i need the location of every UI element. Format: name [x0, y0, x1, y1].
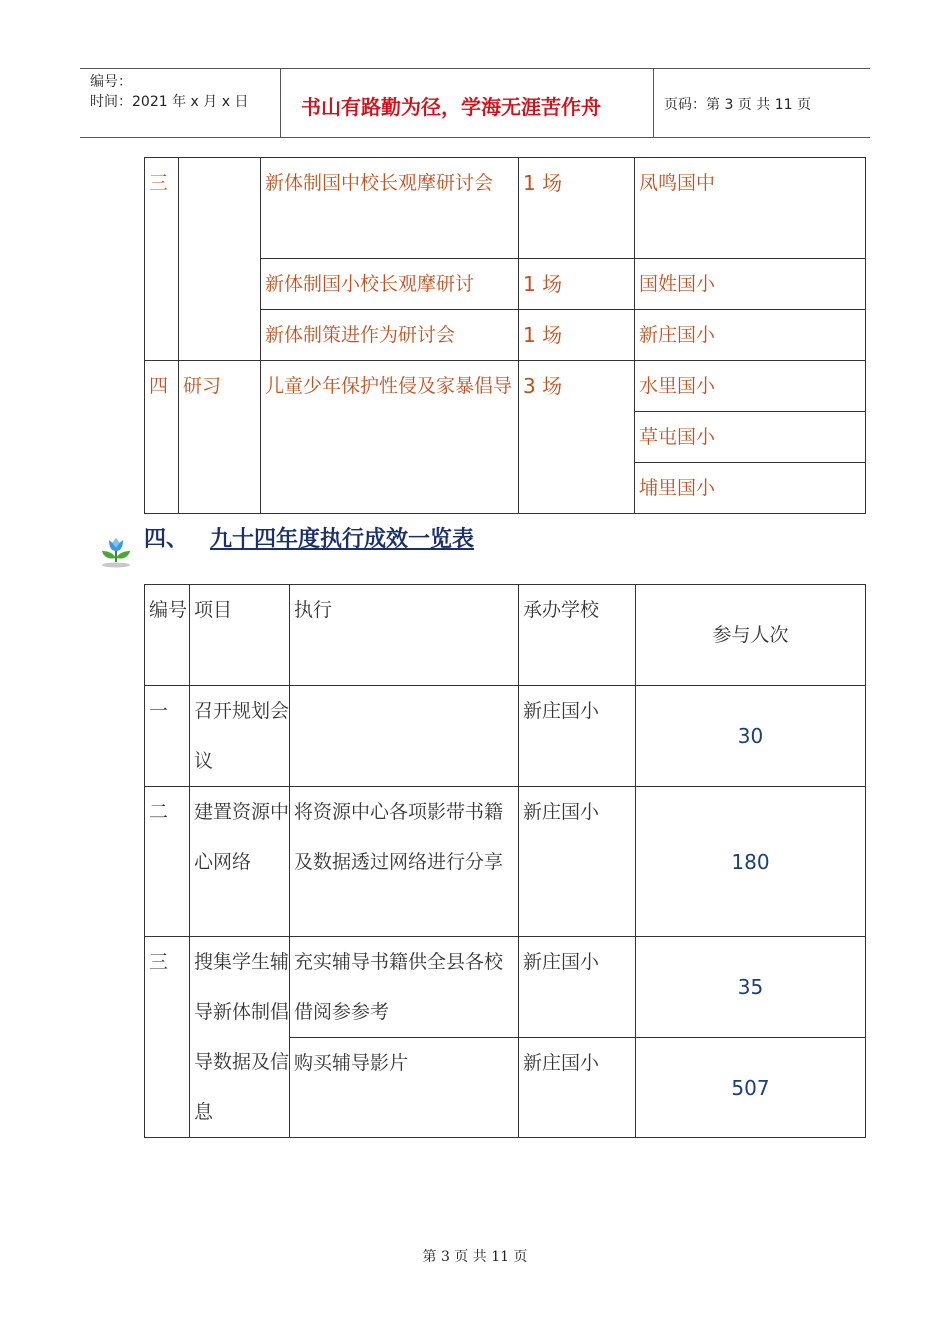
row-exec: [290, 686, 519, 787]
row-item: 新体制策进作为研讨会: [261, 310, 519, 361]
header-exec: 执行: [290, 585, 519, 686]
row-number: 四: [145, 361, 179, 514]
row-school: 国姓国小: [635, 259, 866, 310]
row-school: 新庄国小: [519, 1038, 636, 1138]
row-count: 180: [636, 787, 866, 937]
row-school: 埔里国小: [635, 463, 866, 514]
row-exec: 充实辅导书籍供全县各校借阅参参考: [290, 937, 519, 1038]
row-school: 新庄国小: [519, 686, 636, 787]
row-school: 凤鸣国中: [635, 158, 866, 259]
table-row: [145, 787, 866, 937]
header-project: 项目: [190, 585, 290, 686]
row-project: 搜集学生辅导新体制倡导数据及信息: [190, 937, 290, 1138]
row-count: 1 场: [519, 310, 635, 361]
header-number: 编号: [145, 585, 190, 686]
row-project: 召开规划会议: [190, 686, 290, 787]
results-table: [144, 584, 866, 1138]
motto: 书山有路勤为径，学海无涯苦作舟: [301, 95, 601, 119]
row-school: 新庄国小: [519, 937, 636, 1038]
section-number: 四、: [144, 527, 189, 552]
table-row: [145, 937, 866, 1038]
activity-table: [144, 157, 866, 514]
row-number: 三: [145, 158, 179, 361]
row-number: 三: [145, 937, 190, 1138]
row-category: [179, 158, 261, 361]
table-row: [145, 361, 866, 412]
row-school: 草屯国小: [635, 412, 866, 463]
row-count: 3 场: [519, 361, 635, 514]
row-count: 35: [636, 937, 866, 1038]
header-page-cell: [654, 69, 870, 137]
row-school: 新庄国小: [635, 310, 866, 361]
row-exec: 购买辅导影片: [290, 1038, 519, 1138]
row-exec: 将资源中心各项影带书籍及数据透过网络进行分享: [290, 787, 519, 937]
page-info: 页码：第 3 页 共 11 页: [664, 97, 811, 113]
table-row: [145, 158, 866, 259]
row-category: 研习: [179, 361, 261, 514]
row-school: 新庄国小: [519, 787, 636, 937]
row-item: 儿童少年保护性侵及家暴倡导: [261, 361, 519, 514]
table-header-row: [145, 585, 866, 686]
row-school: 水里国小: [635, 361, 866, 412]
row-project: 建置资源中心网络: [190, 787, 290, 937]
header-count: 参与人次: [636, 585, 866, 686]
section-title: 九十四年度执行成效一览表: [210, 527, 475, 552]
row-item: 新体制国中校长观摩研讨会: [261, 158, 519, 259]
row-count: 507: [636, 1038, 866, 1138]
row-number: 二: [145, 787, 190, 937]
row-count: 1 场: [519, 158, 635, 259]
page-header: [80, 68, 870, 138]
flower-icon: [98, 532, 134, 568]
header-meta: [80, 69, 281, 137]
table-row: [145, 686, 866, 787]
number-label: 编号：: [90, 74, 132, 90]
page-footer: 第 3 页 共 11 页: [422, 1249, 528, 1265]
row-count: 1 场: [519, 259, 635, 310]
row-number: 一: [145, 686, 190, 787]
row-item: 新体制国小校长观摩研讨: [261, 259, 519, 310]
header-school: 承办学校: [519, 585, 636, 686]
row-count: 30: [636, 686, 866, 787]
header-motto-cell: [281, 69, 654, 137]
time-label: 时间：2021 年 x 月 x 日: [90, 94, 249, 110]
